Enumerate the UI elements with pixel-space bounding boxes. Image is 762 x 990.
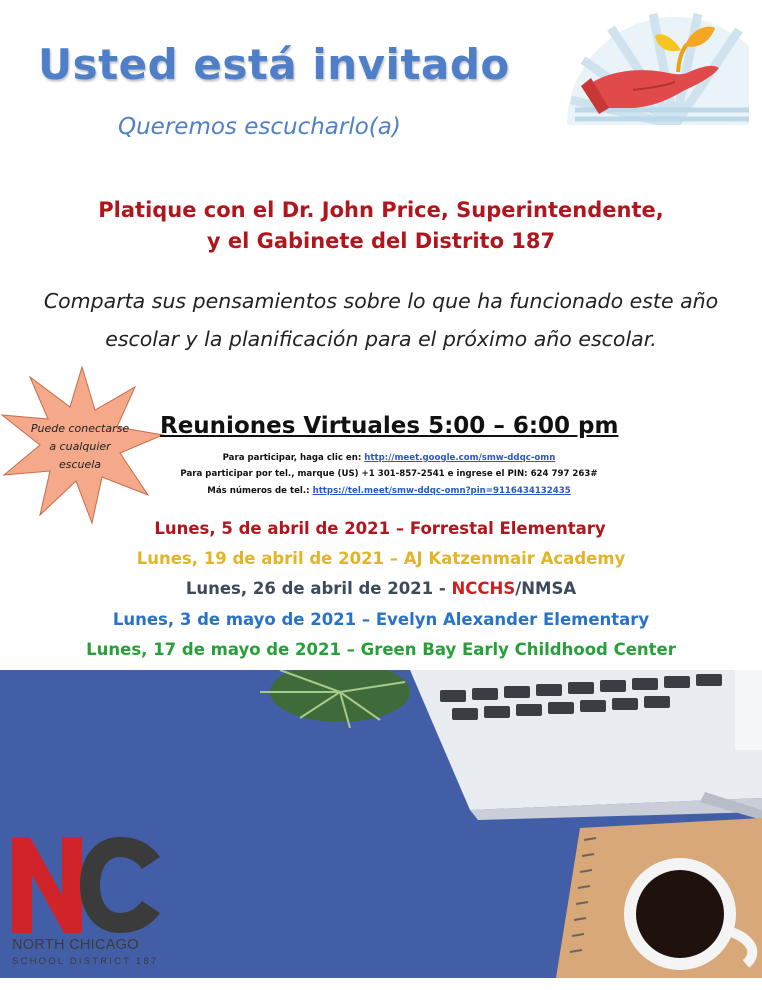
join-line: [8, 453, 762, 463]
join-label: Para participar, haga clic en:: [222, 453, 365, 463]
nc-logo-name: NORTH CHICAGO: [12, 937, 139, 953]
nc-logo-district: SCHOOL DISTRICT 187: [12, 956, 159, 967]
hand-sprout-logo: [563, 10, 749, 125]
headline-line-2: y el Gabinete del Distrito 187: [206, 229, 556, 253]
page-title: Usted está invitado: [38, 40, 510, 89]
schedule-ncchs-prefix: Lunes, 26 de abril de 2021 -: [185, 579, 452, 598]
headline-line-1: Platique con el Dr. John Price, Superintendente,: [98, 198, 664, 222]
schedule-item-forrestal: Lunes, 5 de abril de 2021 – Forrestal Elementary: [154, 519, 606, 538]
schedule-item-ncchs: [0, 579, 762, 598]
starburst-text: Puede conectarse a cualquier escuela: [30, 422, 130, 471]
phone-line: Para participar por tel., marque (US) +1 301-857-2541 e ingrese el PIN: 624 797 263#: [180, 469, 598, 479]
more-numbers-label: Más números de tel.:: [207, 486, 313, 496]
intro-text: Comparta sus pensamientos sobre lo que ha funcionado este año escolar y la planificación para el próximo año escolar.: [43, 289, 719, 351]
bottom-strip: [0, 978, 762, 990]
schedule-ncchs-suffix: /NMSA: [515, 579, 577, 598]
schedule-item-evelyn: Lunes, 3 de mayo de 2021 – Evelyn Alexander Elementary: [112, 610, 650, 629]
meetings-title: Reuniones Virtuales 5:00 – 6:00 pm: [160, 413, 619, 439]
nc-logo: [10, 835, 170, 975]
tel-link[interactable]: https://tel.meet/smw-ddqc-omn?pin=9116434132435: [312, 486, 571, 496]
schedule-item-katzenmair: Lunes, 19 de abril de 2021 – AJ Katzenmair Academy: [136, 549, 626, 568]
page-subtitle: Queremos escucharlo(a): [118, 114, 401, 140]
more-numbers-line: [8, 486, 762, 496]
schedule-item-greenbay: Lunes, 17 de mayo de 2021 – Green Bay Early Childhood Center: [86, 640, 676, 659]
schedule-ncchs-highlight: NCCHS: [451, 579, 516, 598]
meet-link[interactable]: http://meet.google.com/smw-ddqc-omn: [364, 453, 556, 463]
